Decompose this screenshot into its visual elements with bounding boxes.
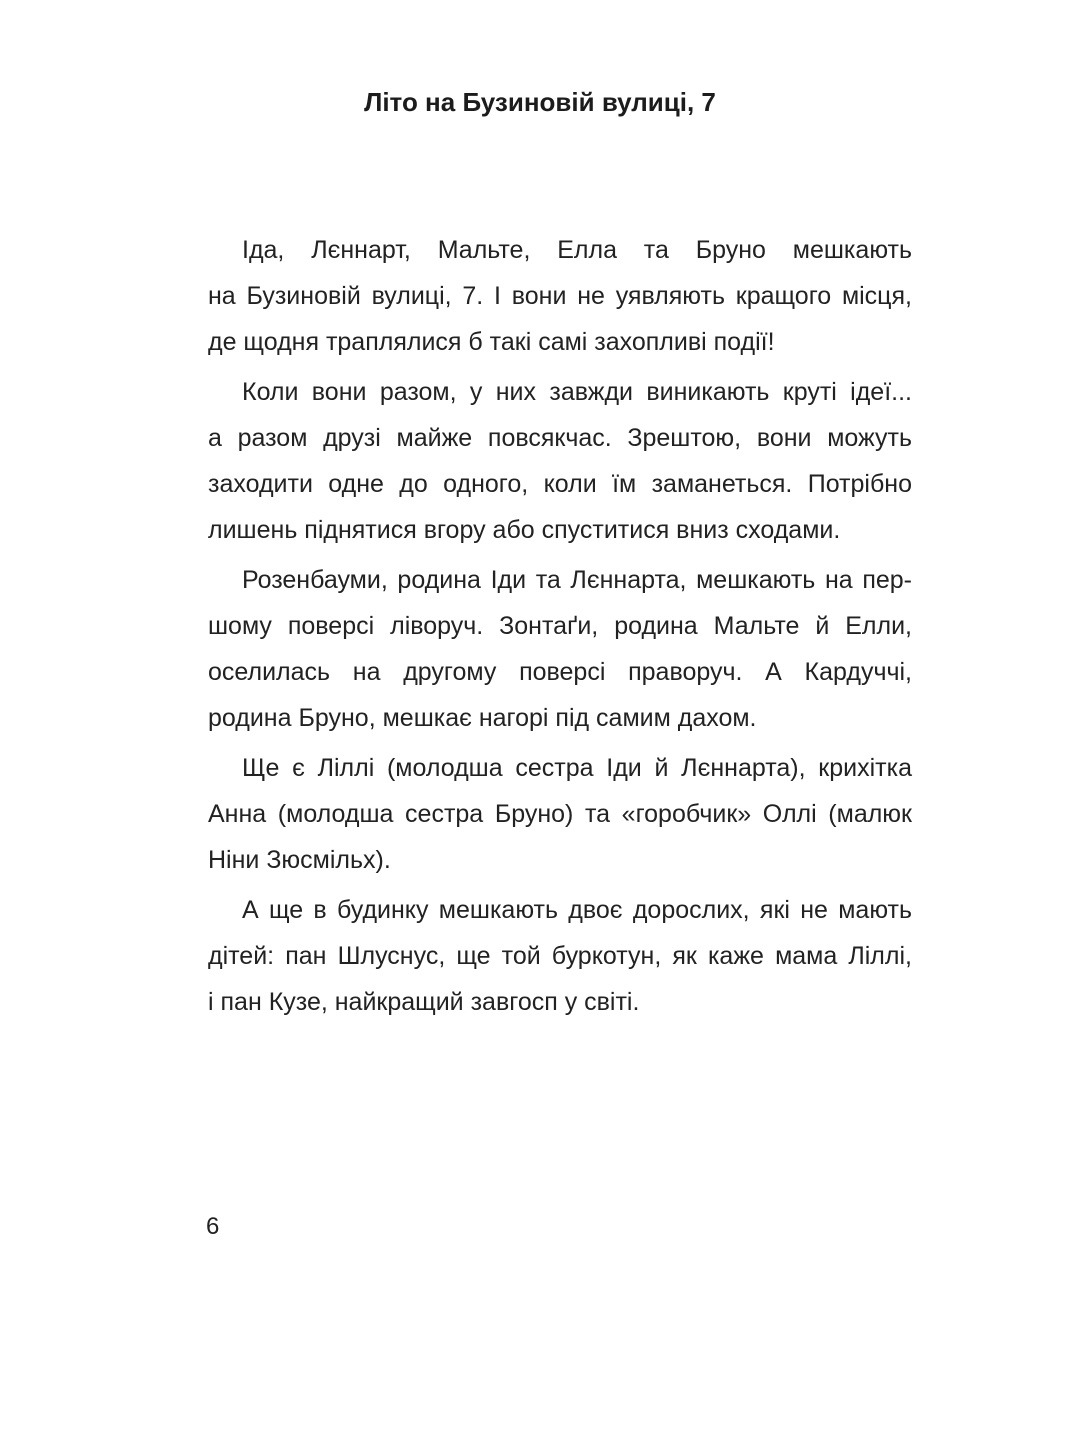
page-number: 6 (206, 1213, 220, 1240)
paragraph (208, 745, 912, 883)
text-line: оселилась на другому поверсі праворуч. А Кардуччі, (208, 658, 912, 686)
paragraph (208, 369, 912, 553)
text-line: Розенбауми, родина Іди та Лєннарта, мешкають на пер- (242, 566, 912, 594)
text-line: Анна (молодша сестра Бруно) та «горобчик» Оллі (малюк (208, 800, 912, 828)
text-line: Коли вони разом, у них завжди виникають круті ідеї... (242, 378, 912, 406)
chapter-title: Літо на Бузиновій вулиці, 7 (364, 87, 716, 117)
text-line: дітей: пан Шлуснус, ще той буркотун, як каже мама Ліллі, (208, 942, 912, 970)
paragraph (208, 557, 912, 741)
text-line: А ще в будинку мешкають двоє дорослих, які не мають (242, 896, 912, 924)
text-line: Іда, Лєннарт, Мальте, Елла та Бруно мешкають (242, 236, 912, 264)
text-line: Ще є Ліллі (молодша сестра Іди й Лєннарта), крихітка (242, 754, 912, 782)
paragraph (208, 887, 912, 1025)
text-line: а разом друзі майже повсякчас. Зрештою, вони можуть (208, 424, 912, 452)
text-line: Ніни Зюсмільх). (208, 846, 391, 874)
text-line: заходити одне до одного, коли їм заманеться. Потрібно (208, 470, 912, 498)
text-line: де щодня траплялися б такі самі захопливі події! (208, 328, 775, 356)
text-line: і пан Кузе, найкращий завгосп у світі. (208, 988, 640, 1016)
text-line: родина Бруно, мешкає нагорі під самим дахом. (208, 704, 757, 732)
text-line: шому поверсі ліворуч. Зонтаґи, родина Мальте й Елли, (208, 612, 912, 640)
text-line: лишень піднятися вгору або спуститися вниз сходами. (208, 516, 841, 544)
paragraph (208, 227, 912, 365)
body-text (208, 227, 912, 1029)
text-line: на Бузиновій вулиці, 7. І вони не уявляють кращого місця, (208, 282, 912, 310)
